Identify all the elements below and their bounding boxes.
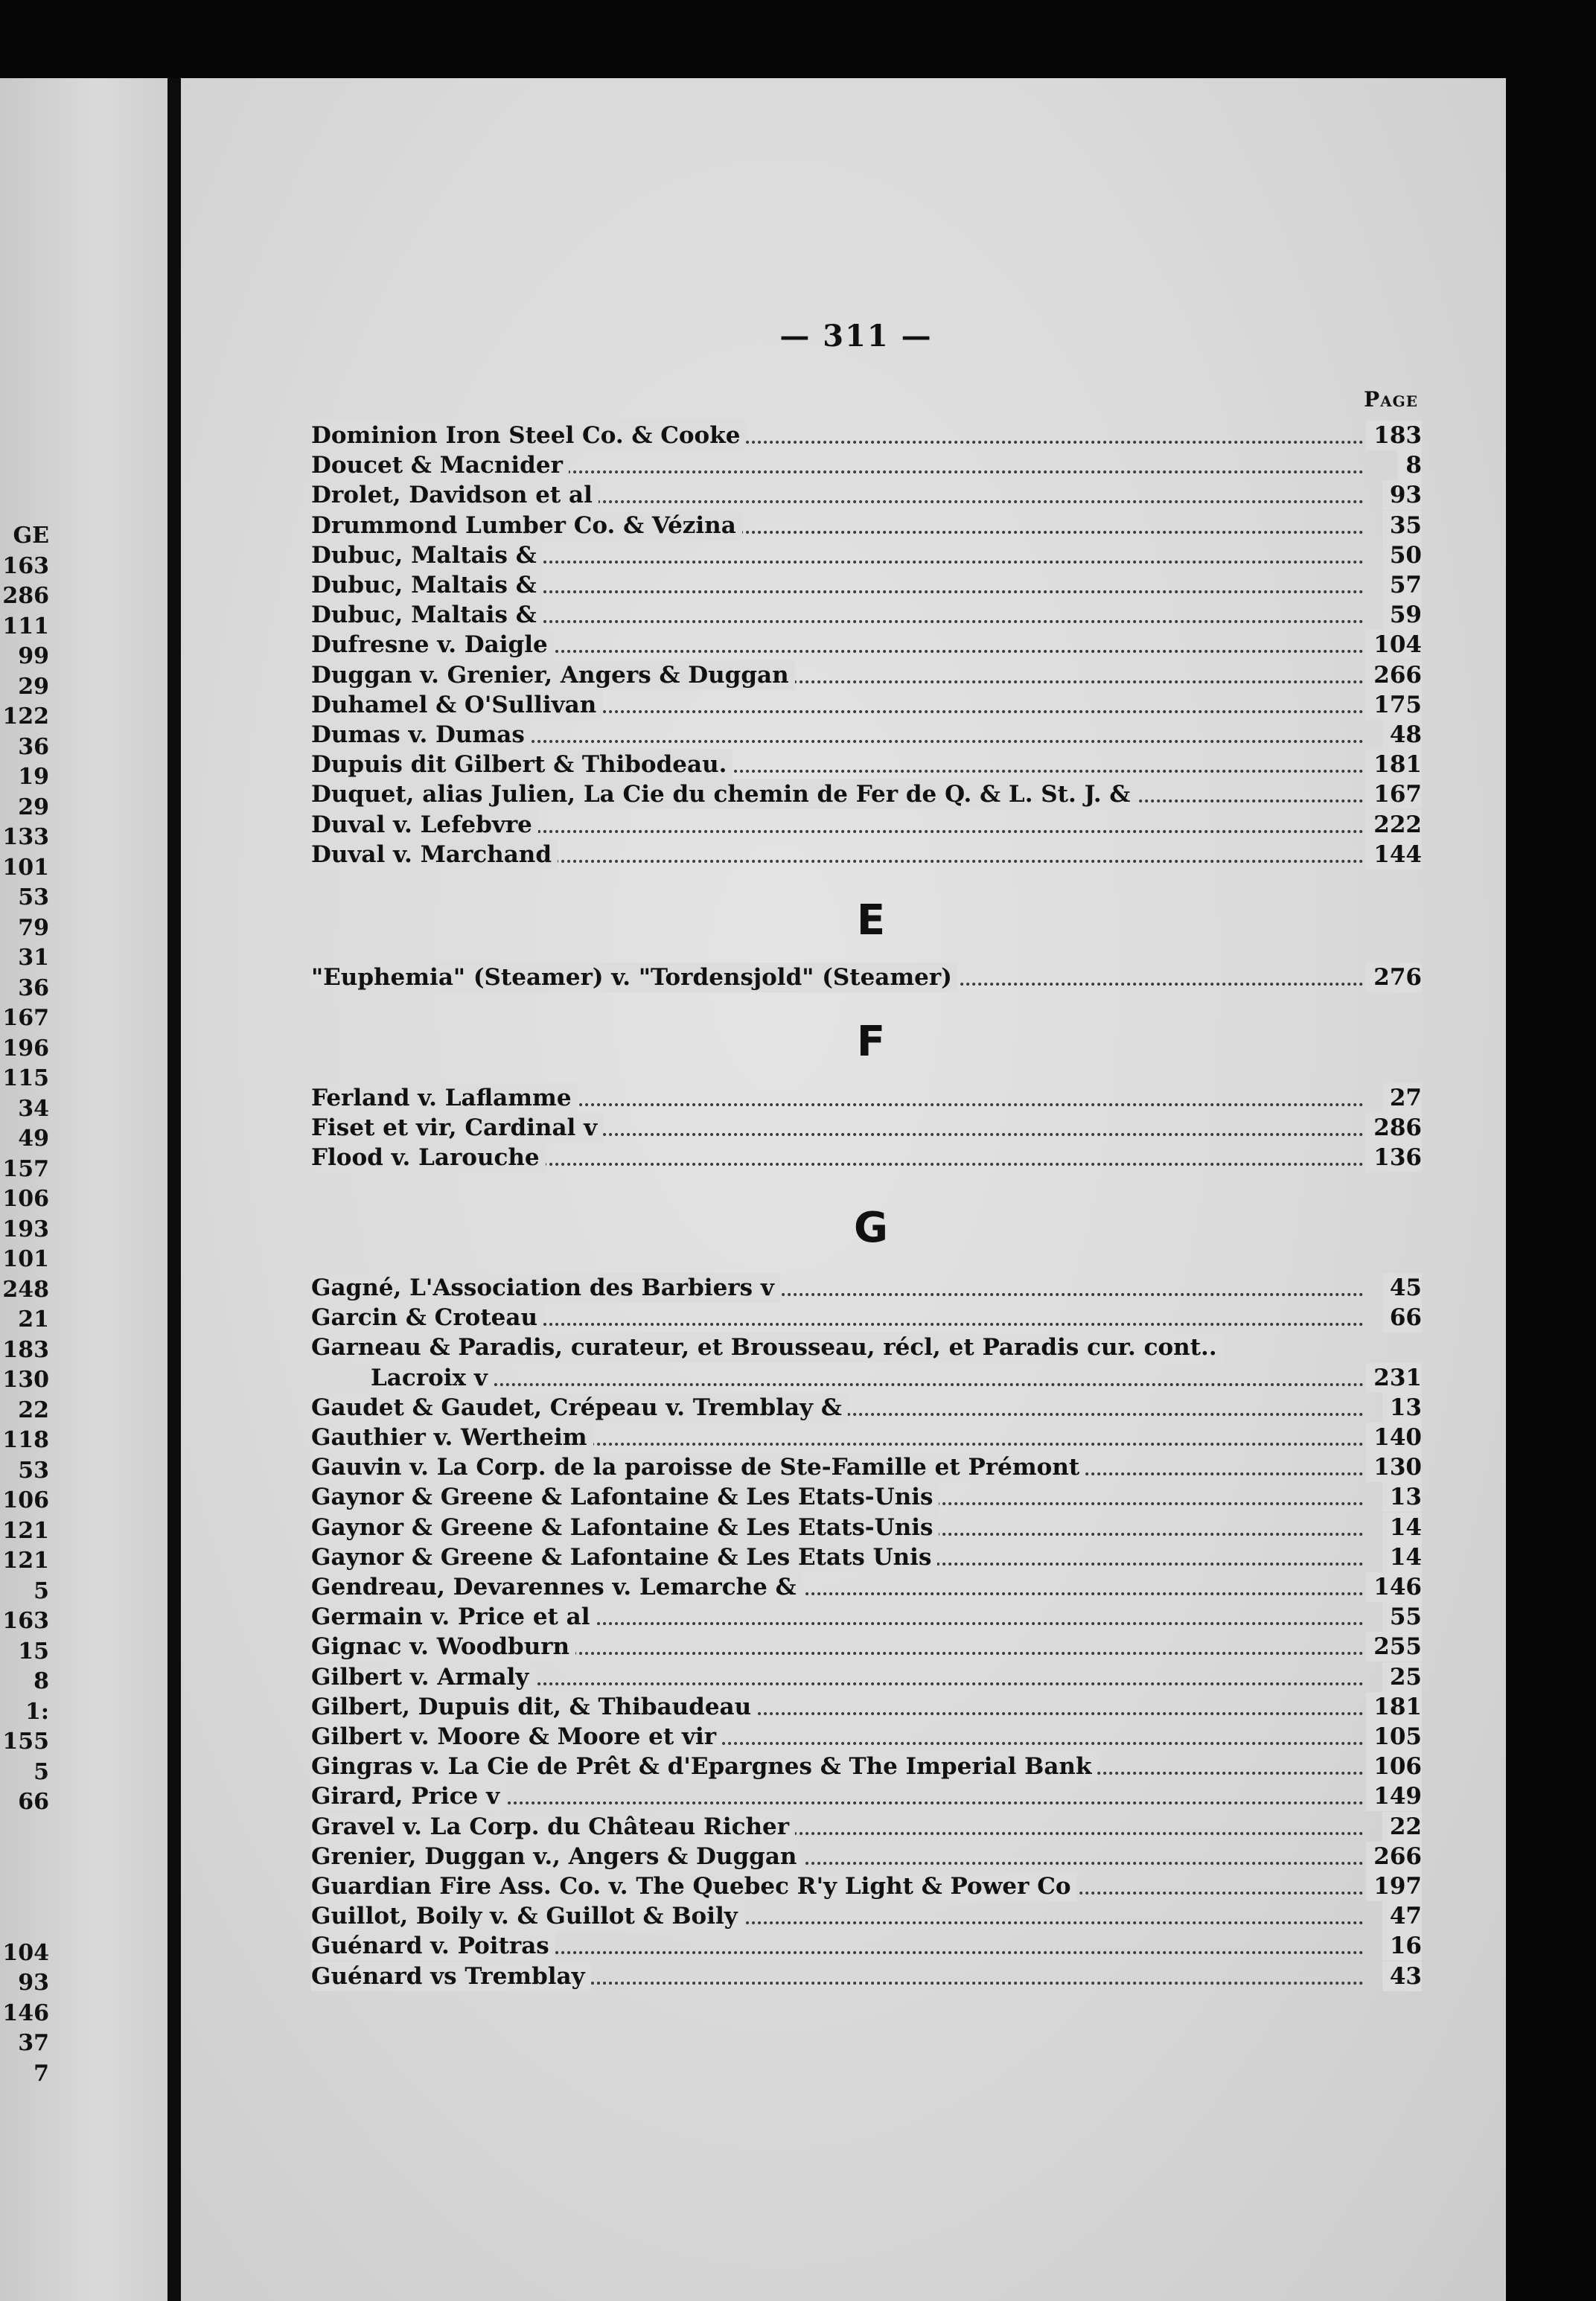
entry-page-number: 231 (1366, 1363, 1422, 1393)
entry-title: Gendreau, Devarennes v. Lemarche & (311, 1572, 802, 1602)
entry-page-number: 197 (1366, 1871, 1422, 1901)
facing-page-number: 36 (18, 733, 49, 760)
facing-page-number: 106 (2, 1487, 49, 1513)
index-entry (311, 1602, 1422, 1632)
entry-page-number: 136 (1366, 1143, 1422, 1172)
index-entry (311, 600, 1422, 630)
facing-page-number: 118 (2, 1427, 49, 1453)
entry-page-number: 45 (1382, 1273, 1422, 1303)
index-entry (311, 1871, 1422, 1901)
entry-title: Guénard v. Poitras (311, 1931, 555, 1961)
entry-page-number: 255 (1366, 1632, 1422, 1662)
facing-page-number: 66 (18, 1789, 49, 1815)
entry-page-number: 149 (1366, 1781, 1422, 1811)
facing-page-number: 53 (18, 884, 49, 910)
entry-title: Gignac v. Woodburn (311, 1632, 575, 1662)
entry-page-number: 183 (1366, 421, 1422, 450)
section-letter: G (854, 1204, 888, 1252)
facing-page-number: 5 (33, 1758, 49, 1785)
entry-page-number: 144 (1366, 840, 1422, 869)
book-gutter (167, 78, 181, 2301)
facing-page-number: 49 (18, 1126, 49, 1152)
facing-page-number: 29 (18, 673, 49, 700)
entry-title: Gaynor & Greene & Lafontaine & Les Etats-Unis (311, 1482, 939, 1512)
entry-title: "Euphemia" (Steamer) v. "Tordensjold" (Steamer) (311, 963, 958, 992)
index-entry (311, 1423, 1422, 1452)
entry-page-number: 22 (1382, 1812, 1422, 1842)
entry-page-number: 47 (1382, 1901, 1422, 1931)
entry-title: Duhamel & O'Sullivan (311, 690, 602, 720)
entry-title: Dubuc, Maltais & (311, 540, 543, 570)
entry-title: Duval v. Lefebvre (311, 810, 538, 840)
entry-title: Garneau & Paradis, curateur, et Brousseau, récl, et Paradis cur. cont.. (311, 1333, 1223, 1362)
scan-right-border (1506, 78, 1596, 2301)
entry-title: Gingras v. La Cie de Prêt & d'Epargnes & The Imperial Bank (311, 1752, 1097, 1781)
entry-title: Dufresne v. Daigle (311, 630, 554, 660)
facing-page-number: 34 (18, 1095, 49, 1122)
index-entry (311, 1513, 1422, 1542)
entry-page-number: 175 (1366, 690, 1422, 720)
entry-page-number: 167 (1366, 779, 1422, 809)
entry-title: Dubuc, Maltais & (311, 600, 543, 630)
facing-page-number: 286 (2, 583, 49, 609)
entry-title: Dumas v. Dumas (311, 720, 531, 750)
facing-page-number: 130 (2, 1367, 49, 1393)
entry-title: Girard, Price v (311, 1781, 505, 1811)
index-entry (311, 1482, 1422, 1512)
entry-title: Gaynor & Greene & Lafontaine & Les Etats Unis (311, 1542, 937, 1572)
entry-title: Grenier, Duggan v., Angers & Duggan (311, 1842, 802, 1871)
facing-page-number: 167 (2, 1005, 49, 1031)
entry-page-number: 35 (1382, 511, 1422, 540)
index-entry (311, 480, 1422, 510)
entry-title: Guardian Fire Ass. Co. v. The Quebec R'y Light & Power Co (311, 1871, 1077, 1901)
facing-page-number: 106 (2, 1186, 49, 1212)
entry-page-number: 16 (1382, 1931, 1422, 1961)
entry-title: Ferland v. Laflamme (311, 1083, 578, 1113)
index-entry (311, 1781, 1422, 1811)
facing-page-number: 101 (2, 854, 49, 881)
entry-page-number: 43 (1382, 1962, 1422, 1991)
index-entry (311, 840, 1422, 869)
entry-title: Duggan v. Grenier, Angers & Duggan (311, 660, 795, 690)
entry-page-number: 93 (1382, 480, 1422, 510)
entry-title: Dominion Iron Steel Co. & Cooke (311, 421, 746, 450)
facing-page-number: 79 (18, 914, 49, 941)
entry-page-number: 181 (1366, 750, 1422, 779)
facing-page-number: 1: (25, 1698, 49, 1725)
index-entry (311, 540, 1422, 570)
facing-page-number: 101 (2, 1246, 49, 1272)
facing-page-number: 248 (2, 1276, 49, 1303)
index-entry (311, 779, 1422, 809)
facing-page-number: 157 (2, 1155, 49, 1182)
entry-page-number: 266 (1366, 660, 1422, 690)
entry-title: Doucet & Macnider (311, 450, 569, 480)
entry-title: Gauthier v. Wertheim (311, 1423, 593, 1452)
entry-title: Gravel v. La Corp. du Château Richer (311, 1812, 795, 1842)
index-entry (311, 1752, 1422, 1781)
index-entry (311, 690, 1422, 720)
facing-page-number: 115 (2, 1065, 49, 1091)
page-number: — 311 — (779, 319, 933, 354)
index-entry (311, 1931, 1422, 1961)
entry-title: Gauvin v. La Corp. de la paroisse de Ste-Famille et Prémont (311, 1452, 1085, 1482)
index-entry (311, 421, 1422, 450)
entry-page-number: 27 (1382, 1083, 1422, 1113)
entry-page-number: 140 (1366, 1423, 1422, 1452)
index-entry (311, 511, 1422, 540)
index-entry (311, 1273, 1422, 1303)
section-letter: E (856, 896, 886, 945)
facing-page-number: 133 (2, 824, 49, 850)
entry-page-number: 222 (1366, 810, 1422, 840)
index-entry (311, 963, 1422, 992)
entry-title: Fiset et vir, Cardinal v (311, 1113, 603, 1143)
entry-page-number: 106 (1366, 1752, 1422, 1781)
facing-page-number: 146 (2, 2000, 49, 2026)
entry-title: Guénard vs Tremblay (311, 1962, 591, 1991)
index-entry (311, 1842, 1422, 1871)
index-entry (311, 570, 1422, 600)
index-entry (311, 1113, 1422, 1143)
entry-page-number: 181 (1366, 1692, 1422, 1722)
index-entry (311, 1143, 1422, 1172)
facing-page-number: GE (13, 523, 49, 549)
entry-title: Dupuis dit Gilbert & Thibodeau. (311, 750, 732, 779)
index-entry-continuation (311, 1363, 1422, 1393)
facing-page-number: 121 (2, 1548, 49, 1574)
entry-page-number: 130 (1366, 1452, 1422, 1482)
facing-page-number: 7 (33, 2060, 49, 2087)
index-entry (311, 1632, 1422, 1662)
entry-page-number: 13 (1382, 1482, 1422, 1512)
entry-page-number: 57 (1382, 570, 1422, 600)
facing-page-number: 121 (2, 1517, 49, 1544)
dot-leader (482, 1383, 1364, 1386)
entry-title: Guillot, Boily v. & Guillot & Boily (311, 1901, 744, 1931)
entry-page-number: 8 (1398, 450, 1422, 480)
facing-page-number: 122 (2, 703, 49, 730)
entry-page-number: 105 (1366, 1722, 1422, 1752)
entry-page-number: 55 (1382, 1602, 1422, 1632)
facing-page-number: 183 (2, 1336, 49, 1363)
index-entry (311, 1812, 1422, 1842)
facing-page-number: 37 (18, 2030, 49, 2056)
scan-top-border (0, 0, 1596, 78)
entry-page-number: 59 (1382, 600, 1422, 630)
entry-title: Dubuc, Maltais & (311, 570, 543, 600)
facing-page-number: 22 (18, 1397, 49, 1423)
index-entry (311, 1083, 1422, 1113)
facing-page-number: 104 (2, 1939, 49, 1966)
index-entry (311, 1692, 1422, 1722)
index-entry (311, 1962, 1422, 1991)
index-entry (311, 1722, 1422, 1752)
entry-page-number: 266 (1366, 1842, 1422, 1871)
section-letter: F (856, 1018, 886, 1066)
entry-title: Gilbert v. Moore & Moore et vir (311, 1722, 722, 1752)
entry-page-number: 66 (1382, 1303, 1422, 1333)
entry-title: Gilbert v. Armaly (311, 1662, 534, 1692)
facing-page-number: 163 (2, 552, 49, 579)
index-entry (311, 1333, 1422, 1362)
index-entry (311, 1393, 1422, 1423)
entry-title: Gilbert, Dupuis dit, & Thibaudeau (311, 1692, 757, 1722)
page-column-header: Page (1364, 387, 1418, 412)
entry-page-number: 13 (1382, 1393, 1422, 1423)
entry-title: Germain v. Price et al (311, 1602, 596, 1632)
index-entry (311, 630, 1422, 660)
index-entry (311, 720, 1422, 750)
facing-page-number: 111 (2, 613, 49, 639)
facing-page-number: 5 (33, 1577, 49, 1604)
facing-page-number: 163 (2, 1608, 49, 1634)
facing-page-number: 21 (18, 1306, 49, 1333)
entry-page-number: 286 (1366, 1113, 1422, 1143)
entry-page-number: 104 (1366, 630, 1422, 660)
facing-page-number: 29 (18, 794, 49, 820)
index-entry (311, 1303, 1422, 1333)
facing-page-number: 8 (33, 1668, 49, 1694)
facing-page-number: 15 (18, 1638, 49, 1665)
facing-page-edge (0, 78, 167, 2301)
index-entry (311, 1662, 1422, 1692)
entry-title-continuation: Lacroix v (371, 1363, 494, 1393)
index-entry (311, 1452, 1422, 1482)
entry-page-number: 50 (1382, 540, 1422, 570)
index-entry (311, 1542, 1422, 1572)
entry-title: Gagné, L'Association des Barbiers v (311, 1273, 780, 1303)
entry-page-number: 14 (1382, 1542, 1422, 1572)
entry-title: Gaudet & Gaudet, Crépeau v. Tremblay & (311, 1393, 848, 1423)
entry-page-number: 14 (1382, 1513, 1422, 1542)
entry-title: Gaynor & Greene & Lafontaine & Les Etats-Unis (311, 1513, 939, 1542)
entry-title: Duval v. Marchand (311, 840, 558, 869)
facing-page-number: 53 (18, 1457, 49, 1484)
index-entry (311, 1901, 1422, 1931)
entry-page-number: 146 (1366, 1572, 1422, 1602)
facing-page-number: 93 (18, 1970, 49, 1996)
entry-page-number: 25 (1382, 1662, 1422, 1692)
entry-title: Garcin & Croteau (311, 1303, 543, 1333)
index-entry (311, 450, 1422, 480)
facing-page-number: 193 (2, 1216, 49, 1242)
entry-title: Drolet, Davidson et al (311, 480, 598, 510)
facing-page-number: 31 (18, 945, 49, 971)
index-entry (311, 810, 1422, 840)
facing-page-number: 155 (2, 1729, 49, 1755)
index-entry (311, 750, 1422, 779)
entry-page-number: 276 (1366, 963, 1422, 992)
entry-page-number: 48 (1382, 720, 1422, 750)
index-entry (311, 1572, 1422, 1602)
facing-page-number: 19 (18, 764, 49, 790)
facing-page-number: 99 (18, 643, 49, 669)
facing-page-number: 36 (18, 974, 49, 1001)
entry-title: Flood v. Larouche (311, 1143, 546, 1172)
entry-title: Duquet, alias Julien, La Cie du chemin de Fer de Q. & L. St. J. & (311, 779, 1136, 809)
index-entry (311, 660, 1422, 690)
entry-title: Drummond Lumber Co. & Vézina (311, 511, 742, 540)
facing-page-number: 196 (2, 1035, 49, 1062)
